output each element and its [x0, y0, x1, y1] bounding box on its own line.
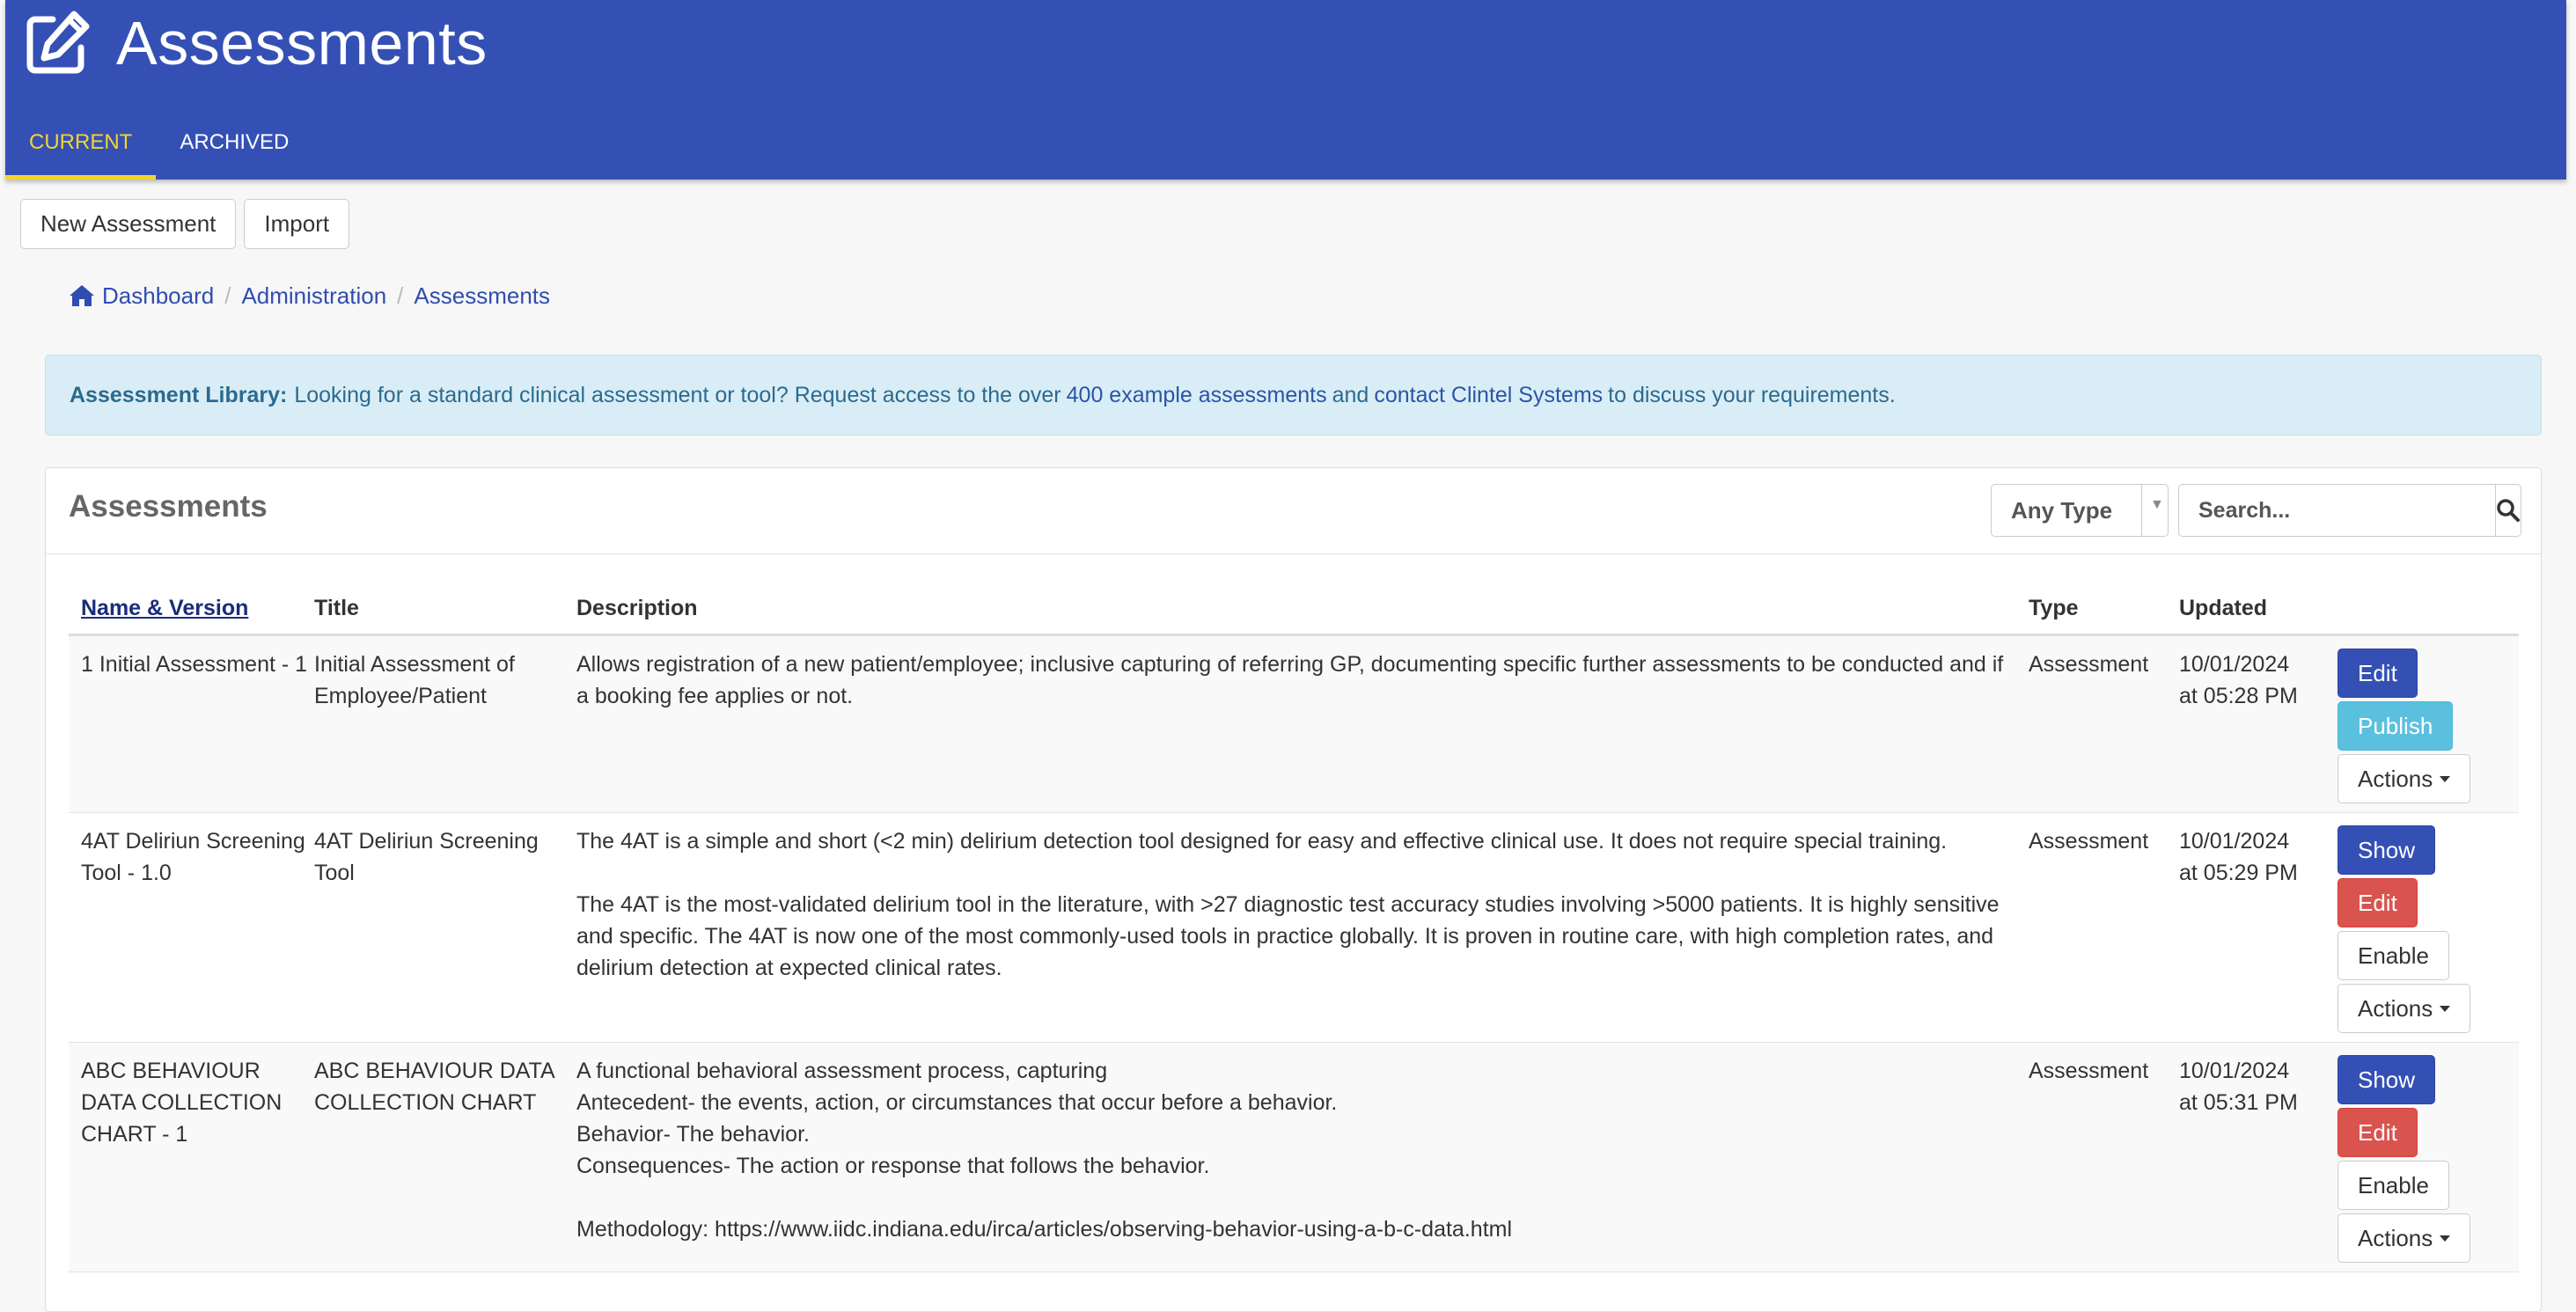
- tab-current[interactable]: [5, 121, 156, 180]
- alert-text-1: Looking for a standard clinical assessment or tool? Request access to the over: [294, 382, 1061, 407]
- breadcrumb-dashboard[interactable]: [69, 282, 214, 310]
- alert-strong: Assessment Library:: [70, 382, 288, 407]
- updated-time: at 05:31 PM: [2179, 1090, 2298, 1115]
- publish-button[interactable]: Publish: [2337, 701, 2453, 751]
- enable-button[interactable]: Enable: [2337, 1161, 2449, 1210]
- col-updated: Updated: [2179, 572, 2337, 635]
- row-title: 4AT Deliriun Screening Tool: [314, 813, 576, 1043]
- row-description: [576, 813, 2029, 1043]
- toolbar: [20, 199, 349, 249]
- row-actions: [2337, 813, 2519, 1043]
- type-filter-value: Any Type: [2011, 496, 2113, 524]
- import-button[interactable]: Import: [244, 199, 349, 249]
- actions-dropdown[interactable]: [2337, 1213, 2470, 1263]
- panel-title: Assessments: [69, 489, 268, 524]
- updated-date: 10/01/2024: [2179, 652, 2290, 677]
- enable-button[interactable]: Enable: [2337, 931, 2449, 980]
- contact-clintel-link[interactable]: contact Clintel Systems: [1374, 382, 1604, 407]
- edit-button[interactable]: Edit: [2337, 649, 2418, 698]
- row-description: [576, 1043, 2029, 1272]
- assessments-table: [69, 572, 2519, 1272]
- assessment-library-alert: [45, 355, 2542, 436]
- tab-archived[interactable]: [156, 121, 312, 180]
- show-button[interactable]: Show: [2337, 825, 2435, 875]
- col-name-version[interactable]: [69, 572, 314, 635]
- row-type: Assessment: [2029, 635, 2179, 813]
- caret-down-icon: [2440, 1006, 2450, 1012]
- desc-line: A functional behavioral assessment process, capturing: [576, 1059, 1108, 1083]
- breadcrumb-assessments[interactable]: Assessments: [414, 282, 551, 309]
- tab-bar: [5, 121, 312, 180]
- col-type: Type: [2029, 572, 2179, 635]
- desc-line: Allows registration of a new patient/employee; inclusive capturing of referring GP, documenting specific further assessments to be conducted and if a booking fee applies or not.: [576, 652, 2004, 708]
- app-header: [5, 0, 2566, 180]
- col-description: Description: [576, 572, 2029, 635]
- actions-label: Actions: [2358, 994, 2433, 1022]
- row-updated: [2179, 635, 2337, 813]
- table-header-row: [69, 572, 2519, 635]
- col-title: Title: [314, 572, 576, 635]
- panel-heading: [46, 468, 2541, 554]
- table-row: [69, 1043, 2519, 1272]
- updated-date: 10/01/2024: [2179, 829, 2290, 854]
- row-title: Initial Assessment of Employee/Patient: [314, 635, 576, 813]
- desc-line: Antecedent- the events, action, or circumstances that occur before a behavior.: [576, 1090, 1338, 1115]
- alert-text-3: to discuss your requirements.: [1608, 382, 1896, 407]
- select-divider: [2141, 485, 2142, 536]
- actions-dropdown[interactable]: [2337, 754, 2470, 803]
- breadcrumb: [69, 278, 550, 313]
- chevron-down-icon: ▼: [2150, 497, 2164, 512]
- header-title-row: [23, 4, 488, 83]
- search-group: [2178, 484, 2520, 537]
- sort-name-link[interactable]: Name & Version: [81, 596, 249, 620]
- table-row: [69, 813, 2519, 1043]
- breadcrumb-separator: /: [224, 282, 231, 309]
- desc-line: The 4AT is a simple and short (<2 min) delirium detection tool designed for easy and effective clinical use. It does not require special training.: [576, 829, 1948, 854]
- actions-dropdown[interactable]: [2337, 984, 2470, 1033]
- desc-gap: [576, 1182, 2011, 1213]
- caret-down-icon: [2440, 1235, 2450, 1242]
- col-actions: [2337, 572, 2519, 635]
- search-icon: [2496, 498, 2521, 523]
- desc-line: Methodology: https://www.iidc.indiana.edu/irca/articles/observing-behavior-using-a-b-c-data.html: [576, 1217, 1513, 1242]
- actions-label: Actions: [2358, 1224, 2433, 1251]
- edit-button[interactable]: Edit: [2337, 1108, 2418, 1157]
- search-button[interactable]: [2496, 484, 2521, 537]
- row-updated: [2179, 1043, 2337, 1272]
- tab-current-label: CURRENT: [29, 130, 133, 154]
- breadcrumb-separator: /: [397, 282, 404, 309]
- alert-text-2: and: [1332, 382, 1369, 407]
- row-type: Assessment: [2029, 1043, 2179, 1272]
- breadcrumb-dashboard-label: Dashboard: [102, 282, 215, 309]
- home-icon: [69, 283, 95, 308]
- row-name: 1 Initial Assessment - 1: [69, 635, 314, 813]
- breadcrumb-administration[interactable]: Administration: [241, 282, 387, 309]
- desc-line: Consequences- The action or response that follows the behavior.: [576, 1154, 1210, 1178]
- caret-down-icon: [2440, 776, 2450, 782]
- show-button[interactable]: Show: [2337, 1055, 2435, 1104]
- row-name: 4AT Deliriun Screening Tool - 1.0: [69, 813, 314, 1043]
- search-input[interactable]: [2178, 484, 2496, 537]
- page-title: Assessments: [116, 9, 488, 77]
- edit-square-icon: [23, 9, 92, 77]
- example-assessments-link[interactable]: 400 example assessments: [1066, 382, 1327, 407]
- desc-line: The 4AT is the most-validated delirium tool in the literature, with >27 diagnostic test accuracy studies involving >5000 patients. It is highly sensitive and specific. The 4AT is now one of the most commonly-used tools in practice globally. It is proven in routine care, with high completion rates, and delirium detection at expected clinical rates.: [576, 892, 2000, 980]
- row-actions: [2337, 635, 2519, 813]
- row-updated: [2179, 813, 2337, 1043]
- actions-label: Actions: [2358, 765, 2433, 792]
- updated-time: at 05:28 PM: [2179, 684, 2298, 708]
- row-type: Assessment: [2029, 813, 2179, 1043]
- desc-gap: [576, 857, 2011, 889]
- row-name: ABC BEHAVIOUR DATA COLLECTION CHART - 1: [69, 1043, 314, 1272]
- new-assessment-button[interactable]: New Assessment: [20, 199, 236, 249]
- assessments-panel: [45, 467, 2542, 1312]
- updated-date: 10/01/2024: [2179, 1059, 2290, 1083]
- table-row: [69, 635, 2519, 813]
- updated-time: at 05:29 PM: [2179, 861, 2298, 885]
- tab-archived-label: ARCHIVED: [180, 130, 290, 154]
- row-actions: [2337, 1043, 2519, 1272]
- edit-button[interactable]: Edit: [2337, 878, 2418, 927]
- row-description: [576, 635, 2029, 813]
- desc-line: Behavior- The behavior.: [576, 1122, 810, 1147]
- type-filter-select[interactable]: [1991, 484, 2169, 537]
- row-title: ABC BEHAVIOUR DATA COLLECTION CHART: [314, 1043, 576, 1272]
